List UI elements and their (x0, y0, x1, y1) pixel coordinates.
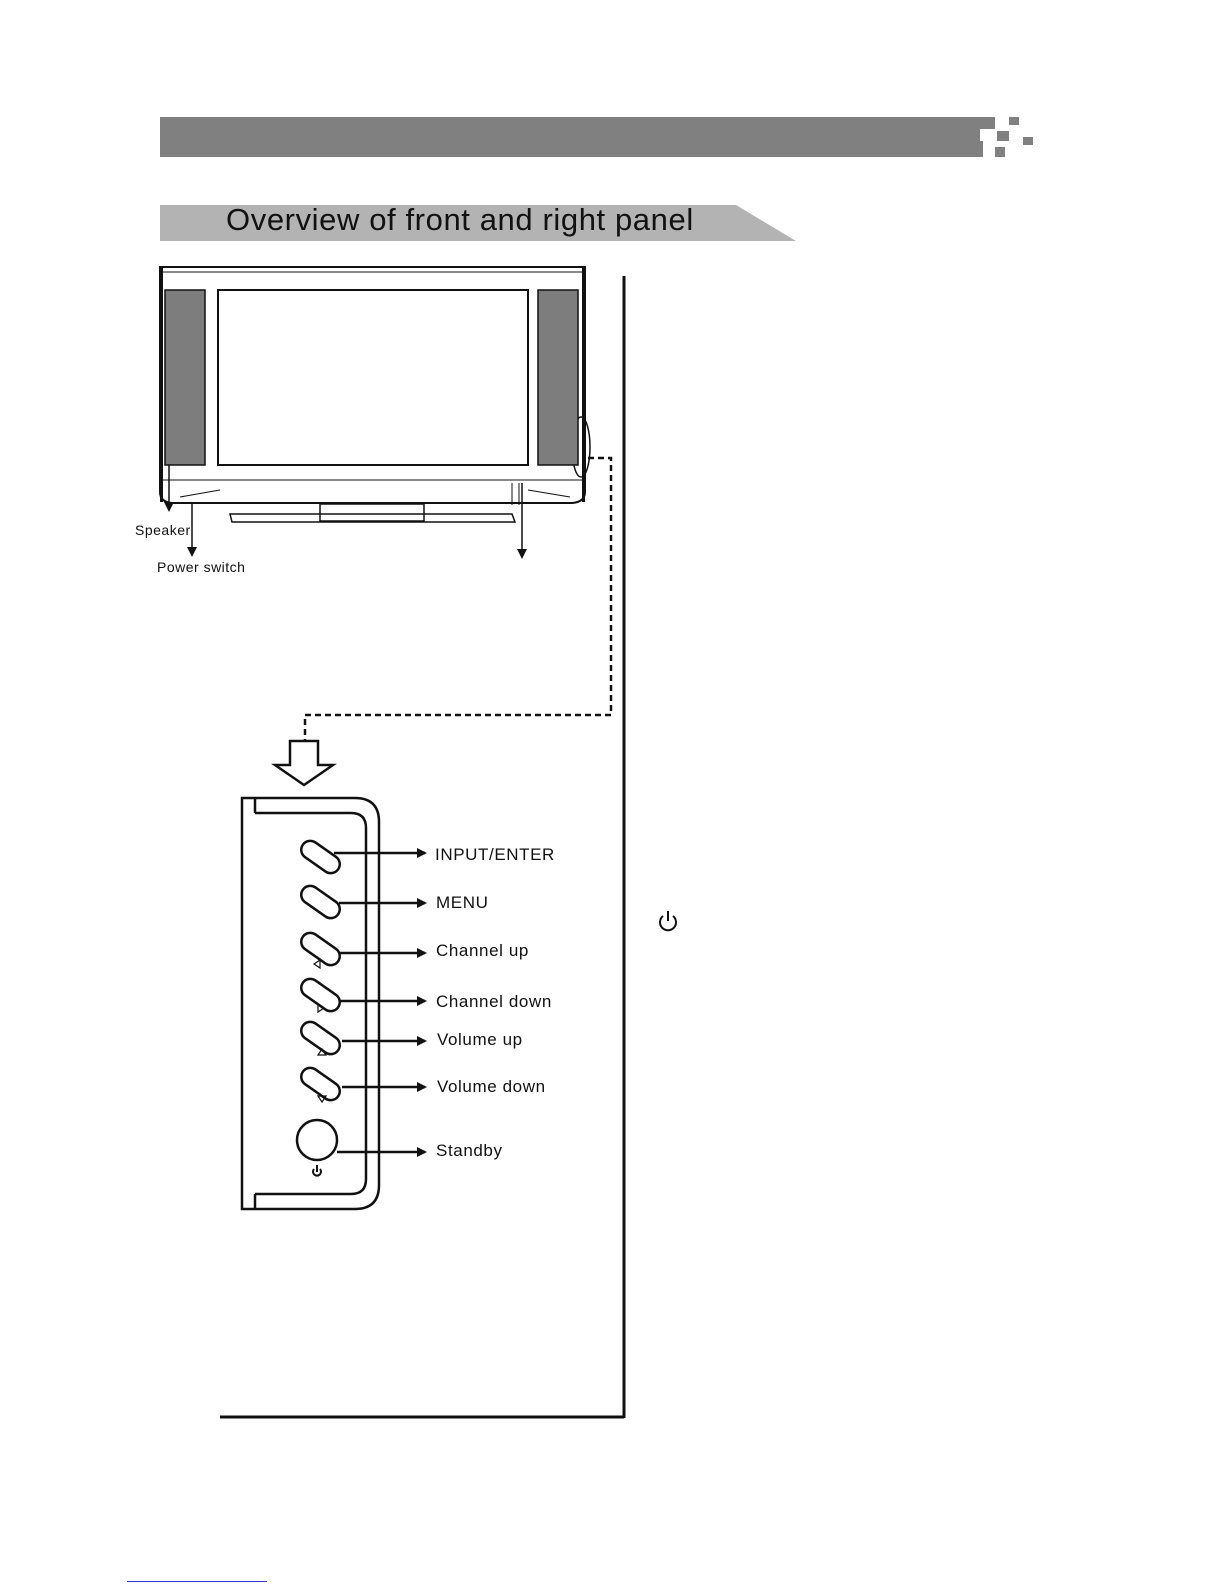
channel-up-label: Channel up (436, 941, 529, 960)
power-icon (657, 909, 679, 933)
volume-down-label: Volume down (437, 1077, 546, 1096)
small-power-icon (313, 1165, 321, 1176)
input-enter-button (298, 837, 344, 876)
input-enter-label: INPUT/ENTER (435, 845, 555, 864)
right-speaker-grille (538, 290, 578, 465)
speaker-label: Speaker (135, 522, 191, 538)
menu-label: MENU (436, 893, 489, 912)
standby-label: Standby (436, 1141, 503, 1160)
volume-up-label: Volume up (437, 1030, 523, 1049)
channel-down-label: Channel down (436, 992, 552, 1011)
volume-down-button (298, 1064, 344, 1103)
left-speaker-grille (165, 290, 205, 465)
footer-link-underline (127, 1581, 267, 1582)
power-switch-label: Power switch (157, 559, 246, 575)
channel-down-button (298, 975, 344, 1014)
section-title: Overview of front and right panel (226, 202, 694, 237)
down-arrow-icon (275, 741, 333, 785)
standby-button (297, 1120, 337, 1160)
tv-front-view (160, 267, 590, 522)
menu-button (298, 882, 344, 921)
